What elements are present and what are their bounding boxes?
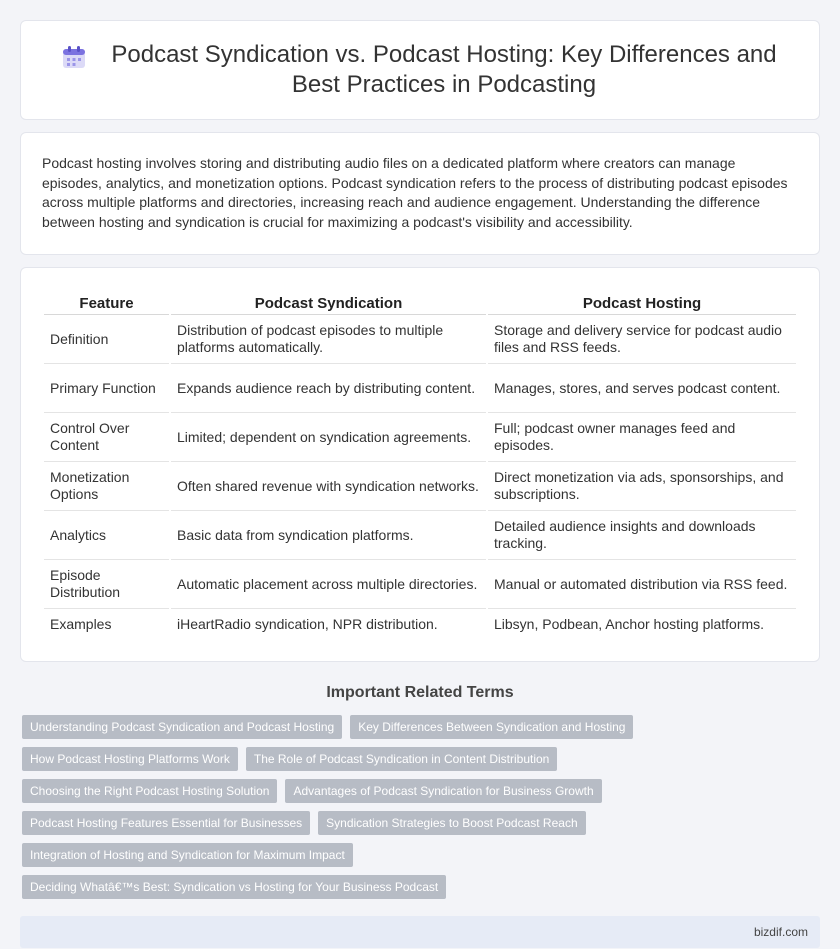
cell-feature: Monetization Options: [44, 462, 169, 511]
cell-hosting: Manages, stores, and serves podcast content.: [488, 364, 796, 413]
intro-card: [20, 132, 820, 255]
footer-site-link[interactable]: bizdif.com: [753, 925, 808, 940]
related-term-link[interactable]: Choosing the Right Podcast Hosting Solution: [22, 779, 277, 803]
cell-feature: Episode Distribution: [44, 560, 169, 609]
cell-feature: Examples: [50, 615, 112, 632]
comparison-table: [42, 292, 798, 639]
header-hosting: Podcast Hosting: [488, 292, 796, 315]
cell-syndication: iHeartRadio syndication, NPR distribution.: [177, 615, 438, 632]
cell-hosting: Manual or automated distribution via RSS feed.: [488, 560, 796, 609]
cell-syndication: Limited; dependent on syndication agreements.: [171, 413, 486, 462]
table-row: [44, 609, 796, 639]
table-row: [44, 560, 796, 609]
cell-feature: Definition: [44, 315, 169, 364]
calendar-icon: [61, 44, 87, 70]
table-row: [44, 511, 796, 560]
cell-hosting: Direct monetization via ads, sponsorships, and subscriptions.: [488, 462, 796, 511]
related-term-link[interactable]: Integration of Hosting and Syndication for Maximum Impact: [22, 843, 353, 867]
cell-syndication: Distribution of podcast episodes to multiple platforms automatically.: [171, 315, 486, 364]
table-row: [44, 413, 796, 462]
cell-syndication: Expands audience reach by distributing content.: [171, 364, 486, 413]
header-feature: Feature: [44, 292, 169, 315]
page-title: Podcast Syndication vs. Podcast Hosting: Key Differences and Best Practices in Podcasting: [111, 41, 777, 98]
table-row: [44, 315, 796, 364]
cell-hosting: Storage and delivery service for podcast audio files and RSS feeds.: [488, 315, 796, 364]
table-row: [44, 364, 796, 413]
cell-syndication: Basic data from syndication platforms.: [171, 511, 486, 560]
table-row: [44, 462, 796, 511]
related-term-link[interactable]: Deciding Whatâ€™s Best: Syndication vs Hosting for Your Business Podcast: [22, 875, 446, 899]
cell-syndication: Often shared revenue with syndication networks.: [171, 462, 486, 511]
cell-hosting: Detailed audience insights and downloads tracking.: [488, 511, 796, 560]
header-card: [20, 20, 820, 120]
table-header-row: [44, 292, 796, 315]
cell-feature: Analytics: [44, 511, 169, 560]
related-terms-title: Important Related Terms: [326, 684, 514, 702]
related-term-link[interactable]: Understanding Podcast Syndication and Podcast Hosting: [22, 715, 342, 739]
footer: [20, 916, 820, 948]
comparison-card: [20, 267, 820, 662]
related-term-link[interactable]: Syndication Strategies to Boost Podcast Reach: [318, 811, 585, 835]
header-inner: [61, 40, 779, 100]
cell-feature: Primary Function: [44, 364, 169, 413]
cell-hosting: Libsyn, Podbean, Anchor hosting platforms.: [494, 615, 765, 632]
cell-syndication: Automatic placement across multiple directories.: [171, 560, 486, 609]
related-term-link[interactable]: The Role of Podcast Syndication in Content Distribution: [246, 747, 558, 771]
intro-text: Podcast hosting involves storing and distributing audio files on a dedicated platform where creators can manage episodes, analytics, and monetization options. Podcast syndication refers to the process of distributing podcast episodes across multiple platforms and directories, increasing reach and audience engagement. Understanding the difference between hosting and syndication is crucial for maximizing a podcast's visibility and accessibility.: [42, 155, 788, 230]
related-term-link[interactable]: Key Differences Between Syndication and Hosting: [350, 715, 633, 739]
related-term-link[interactable]: Podcast Hosting Features Essential for Businesses: [22, 811, 310, 835]
cell-feature: Control Over Content: [44, 413, 169, 462]
related-terms-list: [0, 715, 800, 899]
related-term-link[interactable]: Advantages of Podcast Syndication for Business Growth: [285, 779, 601, 803]
cell-hosting: Full; podcast owner manages feed and episodes.: [488, 413, 796, 462]
related-term-link[interactable]: How Podcast Hosting Platforms Work: [22, 747, 238, 771]
header-syndication: Podcast Syndication: [171, 292, 486, 315]
